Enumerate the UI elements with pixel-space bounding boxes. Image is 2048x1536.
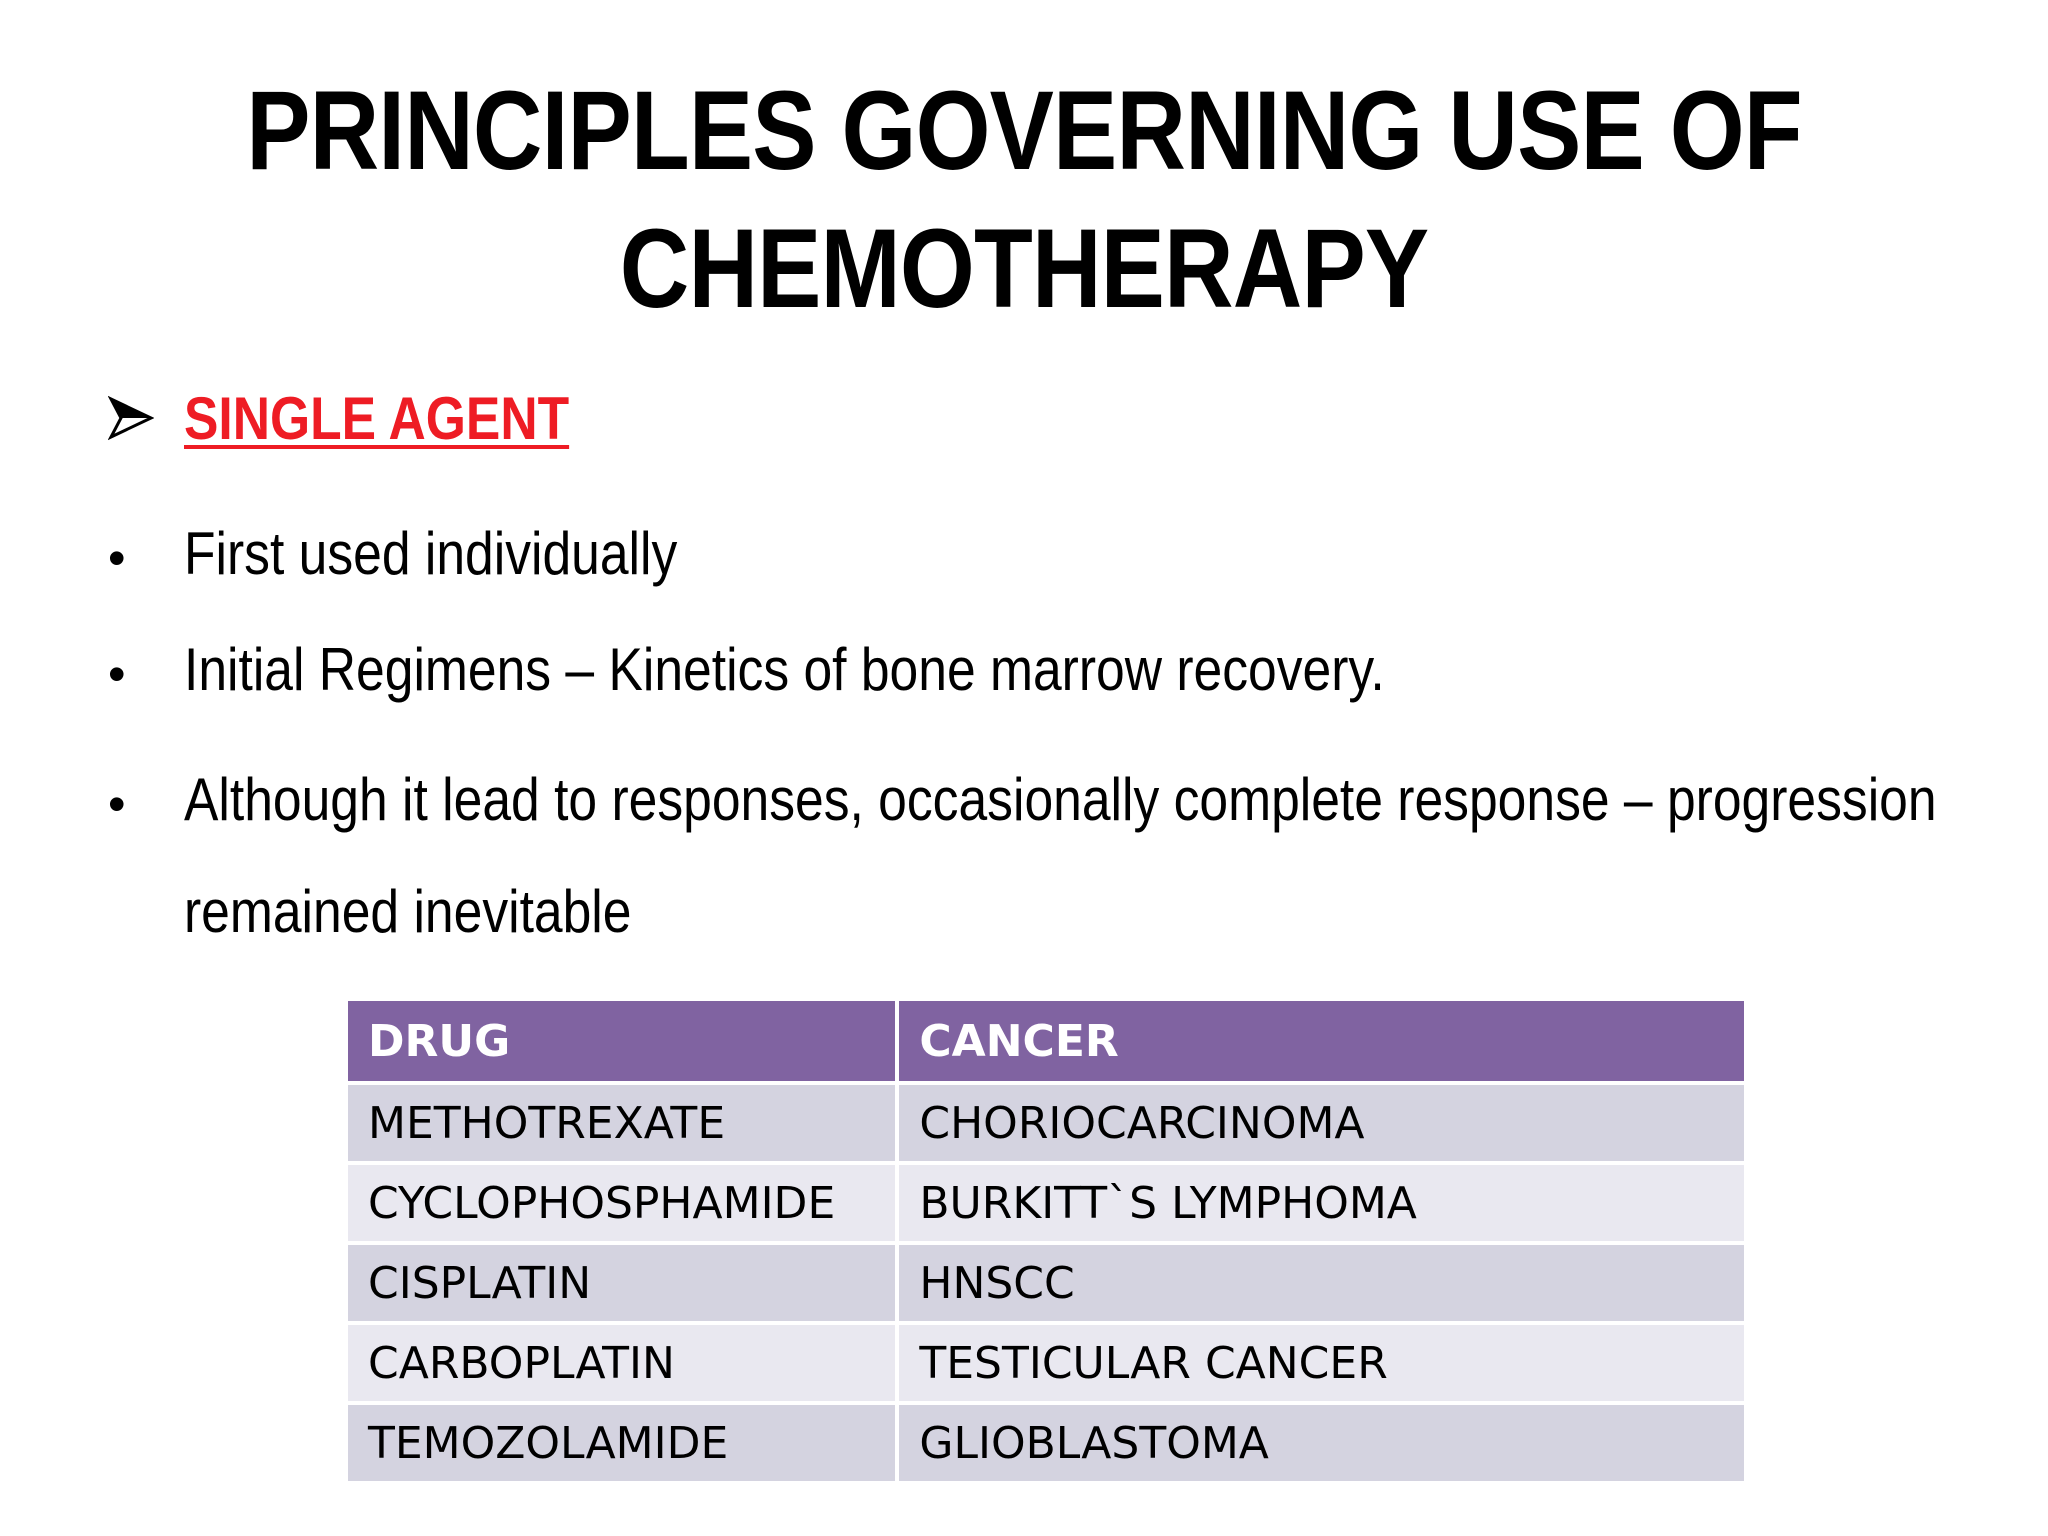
table-row <box>346 1243 1746 1323</box>
table-row <box>346 1163 1746 1243</box>
arrow-bullet-icon <box>108 395 154 441</box>
cancer-cell: TESTICULAR CANCER <box>897 1323 1746 1403</box>
drug-cell: METHOTREXATE <box>346 1083 897 1163</box>
section-heading-row <box>108 378 570 458</box>
table-row <box>346 1403 1746 1483</box>
slide-title-line-1: PRINCIPLES GOVERNING USE OF <box>246 68 1802 193</box>
column-header-cancer: CANCER <box>897 999 1746 1083</box>
drug-cancer-table <box>344 997 1748 1485</box>
bullet-text-continuation: remained inevitable <box>184 878 632 945</box>
bullet-text: Although it lead to responses, occasionally complete response – progression <box>184 766 1937 833</box>
table-header-row <box>346 999 1746 1083</box>
cancer-cell: GLIOBLASTOMA <box>897 1403 1746 1483</box>
bullet-text: Initial Regimens – Kinetics of bone marrow recovery. <box>184 636 1385 703</box>
drug-cell: CYCLOPHOSPHAMIDE <box>346 1163 897 1243</box>
cancer-cell: CHORIOCARCINOMA <box>897 1083 1746 1163</box>
bullet-text: First used individually <box>184 520 678 587</box>
slide-title <box>143 62 1904 338</box>
cancer-cell: HNSCC <box>897 1243 1746 1323</box>
section-heading: SINGLE AGENT <box>184 385 570 452</box>
drug-cell: TEMOZOLAMIDE <box>346 1403 897 1483</box>
drug-cell: CISPLATIN <box>346 1243 897 1323</box>
table-row <box>346 1083 1746 1163</box>
drug-cell: CARBOPLATIN <box>346 1323 897 1403</box>
slide-title-line-2: CHEMOTHERAPY <box>619 206 1429 331</box>
bullet-dot: • <box>108 530 126 586</box>
table-row <box>346 1323 1746 1403</box>
bullet-dot: • <box>108 776 126 832</box>
bullet-dot: • <box>108 646 126 702</box>
cancer-cell: BURKITT`S LYMPHOMA <box>897 1163 1746 1243</box>
column-header-drug: DRUG <box>346 999 897 1083</box>
